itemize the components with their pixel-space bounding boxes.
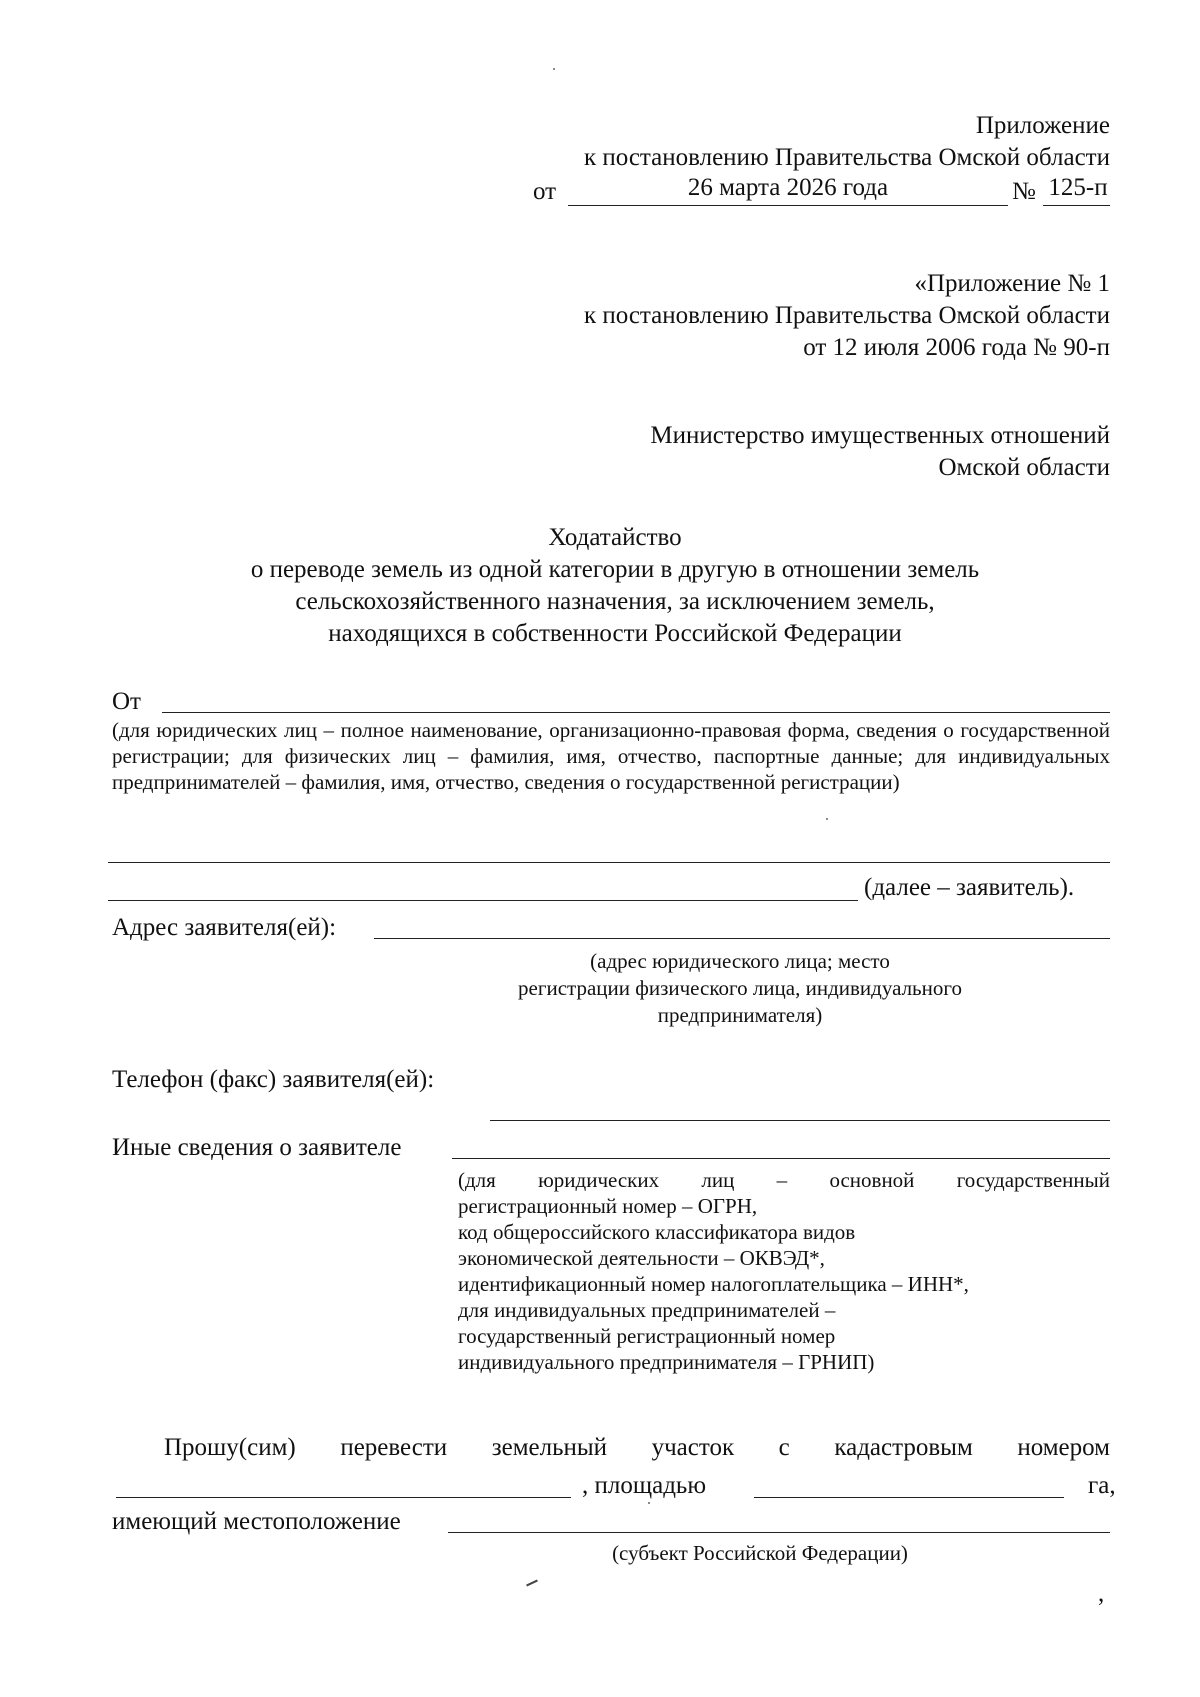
addressee-line-2: Омской области: [938, 454, 1110, 481]
trailing-comma: ,: [1098, 1580, 1105, 1607]
document-subtitle-2: сельскохозяйственного назначения, за исключением земель,: [295, 588, 935, 615]
other-info-field-line: [452, 1158, 1110, 1159]
other-info-note-line-6: для индивидуальных предпринимателей –: [458, 1298, 836, 1322]
scan-speck: [648, 1502, 650, 1504]
request-text: Прошу(сим) перевести земельный участок с кадастровым номером: [164, 1434, 1110, 1461]
from-field-line: [162, 712, 1110, 713]
other-info-note-line-8: индивидуального предпринимателя – ГРНИП): [458, 1350, 875, 1374]
subject-note: (субъект Российской Федерации): [612, 1541, 908, 1565]
other-info-note-line-1: (для юридических лиц – основной государственный: [458, 1168, 1110, 1192]
number-sign: №: [1012, 178, 1036, 205]
address-note-2: регистрации физического лица, индивидуального: [518, 976, 962, 1000]
address-note-1: (адрес юридического лица; место: [590, 949, 890, 973]
other-info-note-line-3: код общероссийского классификатора видов: [458, 1220, 856, 1244]
appendix-resolution-line: к постановлению Правительства Омской области: [583, 144, 1110, 171]
other-info-note: [458, 1167, 1110, 1375]
other-info-note-line-2: регистрационный номер – ОГРН,: [458, 1194, 758, 1218]
date-prefix: от: [533, 178, 557, 205]
other-info-note-line-5: идентификационный номер налогоплательщика – ИНН*,: [458, 1272, 969, 1296]
original-resolution-line: к постановлению Правительства Омской области: [583, 302, 1110, 329]
original-appendix-title: «Приложение № 1: [914, 270, 1110, 297]
from-field-note: (для юридических лиц – полное наименование, организационно-правовая форма, сведения о государственной регистрации; для физических лиц – фамилия, имя, отчество, паспортные данные; для индивидуальных предпринимателей – фамилия, имя, отчество, сведения о государственной регистрации): [112, 718, 1110, 794]
from-continuation-line-1: [108, 862, 1110, 863]
phone-label: Телефон (факс) заявителя(ей):: [112, 1066, 435, 1093]
location-label: имеющий местоположение: [112, 1508, 401, 1535]
area-field-line: [754, 1497, 1064, 1498]
document-subtitle-1: о переводе земель из одной категории в другую в отношении земель: [250, 556, 980, 583]
date-underline: [568, 205, 1008, 206]
from-label: От: [112, 688, 141, 715]
applicant-suffix: (далее – заявитель).: [864, 874, 1075, 901]
phone-field-line: [490, 1120, 1110, 1121]
original-resolution-date: от 12 июля 2006 года № 90-п: [803, 334, 1110, 361]
scan-speck: [553, 68, 555, 70]
number-underline: [1043, 205, 1110, 206]
address-label: Адрес заявителя(ей):: [112, 914, 337, 941]
address-note-3: предпринимателя): [657, 1003, 823, 1027]
scan-speck: [526, 1580, 538, 1587]
other-info-label: Иные сведения о заявителе: [112, 1134, 402, 1161]
area-unit: га,: [1088, 1472, 1116, 1499]
appendix-title: Приложение: [975, 112, 1110, 139]
location-field-line: [448, 1532, 1110, 1533]
from-continuation-line-2: [108, 900, 858, 901]
addressee-line-1: Министерство имущественных отношений: [650, 422, 1110, 449]
address-field-line: [374, 938, 1110, 939]
document-title: Ходатайство: [548, 524, 682, 551]
area-label: , площадью: [582, 1472, 706, 1499]
cadastral-number-line: [116, 1497, 571, 1498]
document-subtitle-3: находящихся в собственности Российской Федерации: [328, 620, 902, 647]
other-info-note-line-7: государственный регистрационный номер: [458, 1324, 836, 1348]
resolution-date: 26 марта 2026 года: [687, 174, 889, 201]
other-info-note-line-4: экономической деятельности – ОКВЭД*,: [458, 1246, 825, 1270]
scan-speck: [826, 818, 828, 820]
resolution-number: 125-п: [1048, 174, 1108, 201]
